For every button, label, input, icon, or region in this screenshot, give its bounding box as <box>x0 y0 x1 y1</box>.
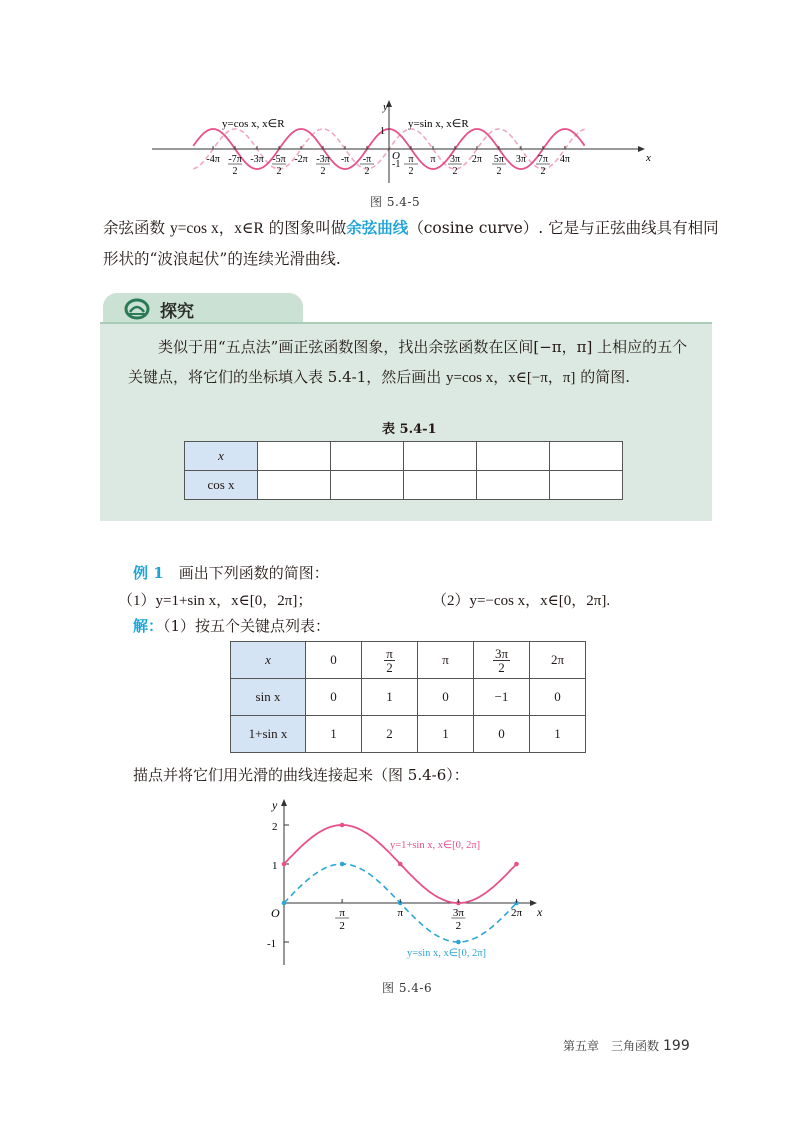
y-tick-1: 1 <box>272 860 278 872</box>
page-footer <box>563 1037 690 1054</box>
lower-curve-label: y=sin x, x∈[0, 2π] <box>407 948 486 959</box>
x-tick-label: 2 <box>452 166 458 177</box>
x-tick-label: -7π <box>228 154 242 165</box>
figure-sin-cos-curves <box>150 95 660 187</box>
plot-instruction: 描点并将它们用光滑的曲线连接起来（图 5.4-6）： <box>133 766 469 784</box>
table-header-pi-over-2: $\frac{\pi}{2}$ <box>362 642 418 679</box>
x-tick-label: 2π <box>471 154 482 165</box>
key-point <box>282 862 287 867</box>
y-tick-minus-1: -1 <box>392 159 401 170</box>
chapter-title: 第五章 三角函数 <box>563 1039 660 1053</box>
example-question-2: （2）y=−cos x，x∈[0，2π]. <box>432 593 611 609</box>
solution-heading: 解：（1）按五个关键点列表： <box>133 617 331 635</box>
figure-caption-5-4-5: 图 5.4-5 <box>370 195 421 209</box>
table-row <box>231 642 586 679</box>
x-tick-label: π <box>430 154 436 165</box>
x-tick-label: 2 <box>496 166 502 177</box>
x-tick-label: 3π <box>452 907 464 919</box>
x-tick-label: 4π <box>559 154 570 165</box>
table-row <box>185 471 623 500</box>
y-tick-minus-1: -1 <box>267 938 277 950</box>
x-tick-label: 2 <box>339 920 345 932</box>
table-header-2pi: 2π <box>530 642 586 679</box>
key-point <box>514 862 519 867</box>
x-tick-label: -5π <box>272 154 286 165</box>
figure-sin-curves-0-2pi <box>262 793 552 973</box>
example-question-1: （1）y=1+sin x，x∈[0，2π]； <box>118 593 313 609</box>
x-tick-label: -π <box>362 154 372 165</box>
upper-curve-label: y=1+sin x, x∈[0, 2π] <box>390 840 481 851</box>
key-point <box>456 940 461 945</box>
y-axis-arrow-icon <box>281 799 287 806</box>
table-row <box>185 442 623 471</box>
origin-label: O <box>271 906 280 920</box>
row-label-x: x <box>185 442 258 471</box>
key-point <box>398 862 403 867</box>
cos-curve-label: y=cos x, x∈R <box>222 118 285 130</box>
example-label: 例 1 <box>133 564 164 582</box>
x-axis-label: x <box>646 152 651 164</box>
x-tick-label: 2π <box>510 907 523 919</box>
x-tick-label: 2 <box>320 166 326 177</box>
x-tick-label: 3π <box>515 154 526 165</box>
table-header-0: 0 <box>306 642 362 679</box>
x-tick-label: 2 <box>455 920 462 932</box>
table-5-4-1 <box>184 441 623 500</box>
x-axis-label: x <box>537 905 543 919</box>
x-tick-label: 2 <box>364 166 370 177</box>
x-tick-label: 7π <box>537 154 548 165</box>
row-label-cosx: cos x <box>185 471 258 500</box>
origin-label: O <box>392 150 400 162</box>
y-axis-label: y <box>383 101 388 113</box>
explore-title: 探究 <box>160 302 194 322</box>
key-point <box>282 901 287 906</box>
x-tick-label: -3π <box>316 154 330 165</box>
x-tick-label: π <box>397 907 404 919</box>
table-key-points <box>230 641 586 753</box>
x-axis-arrow-icon <box>638 146 645 152</box>
y-tick-2: 2 <box>272 821 278 833</box>
x-tick-label: -π <box>340 154 350 165</box>
sin-curve-label: y=sin x, x∈R <box>408 118 469 130</box>
x-tick-label: π <box>339 907 345 919</box>
x-tick-label: 2 <box>540 166 546 177</box>
y-tick-1: 1 <box>380 126 385 137</box>
intro-paragraph: 余弦函数 y=cos x，x∈R 的图象叫做余弦曲线（cosine curve）. 它是与正弦曲线具有相同形状的“波浪起伏”的连续光滑曲线. <box>103 218 719 268</box>
x-tick-label: 2 <box>408 166 414 177</box>
table-row: sin x 0 1 0 −1 0 <box>231 679 586 716</box>
x-tick-label: 3π <box>449 154 461 165</box>
x-tick-label: 2 <box>276 166 282 177</box>
x-tick-label: -4π <box>206 154 220 165</box>
solution-label: 解： <box>133 617 164 635</box>
table-row: 1+sin x 1 2 1 0 1 <box>231 716 586 753</box>
y-axis-label: y <box>272 798 278 812</box>
key-point <box>340 862 345 867</box>
table-header-pi: π <box>418 642 474 679</box>
x-axis-arrow-icon <box>530 900 537 906</box>
table-header-3pi-over-2: $\frac{3\pi}{2}$ <box>474 642 530 679</box>
x-tick-label: 2 <box>232 166 238 177</box>
key-point <box>340 823 345 828</box>
example-heading: 例 1 画出下列函数的简图： <box>133 564 329 582</box>
explore-icon <box>124 298 150 320</box>
table-caption-5-4-1: 表 5.4-1 <box>382 422 437 437</box>
x-tick-label: -2π <box>294 154 308 165</box>
page-number: 199 <box>663 1038 690 1054</box>
x-tick-label: 5π <box>493 154 504 165</box>
table-header-x: x <box>231 642 306 679</box>
x-tick-label: π <box>408 154 414 165</box>
term-cosine-curve: 余弦曲线 <box>346 218 409 237</box>
explore-text: 类似于用“五点法”画正弦函数图象，找出余弦函数在区间[−π，π] 上相应的五个关键点，将它们的坐标填入表 5.4-1，然后画出 y=cos x，x∈[−π，π] 的简图. <box>128 338 688 386</box>
x-tick-label: -3π <box>250 154 264 165</box>
figure-caption-5-4-6: 图 5.4-6 <box>382 981 433 995</box>
